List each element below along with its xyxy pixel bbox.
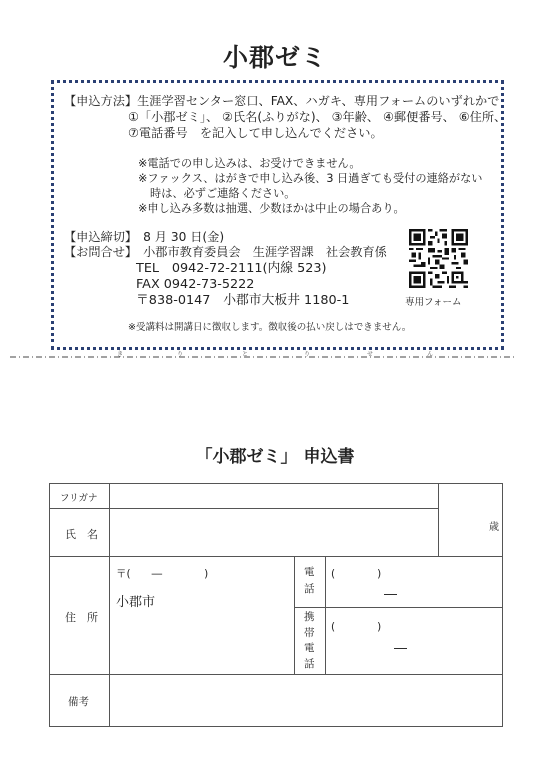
- phone-note: ※電話での申し込みは、お受けできません。: [138, 157, 361, 170]
- cut-line-char: と: [242, 351, 249, 358]
- mobile-input[interactable]: [327, 609, 501, 673]
- cut-line-char: り: [177, 351, 184, 358]
- address-input[interactable]: [111, 559, 293, 673]
- cut-line-char: き: [117, 351, 124, 358]
- contact-tel: TEL 0942-72-2111(内線 523): [136, 261, 327, 276]
- method-label: 【申込方法】: [64, 94, 138, 108]
- address-label: 住 所: [65, 611, 98, 624]
- furigana-label: フリガナ: [60, 493, 98, 504]
- remarks-input[interactable]: [111, 676, 501, 726]
- phone-label: 電話: [304, 566, 315, 595]
- form-title: 「小郡ゼミ」 申込書: [195, 447, 355, 467]
- contact-fax: FAX 0942-73-5222: [136, 277, 255, 292]
- contact-address: 〒838-0147 小郡市大板井 1180-1: [136, 293, 350, 308]
- cut-line-char: ん: [427, 351, 434, 358]
- method-line-2: ①「小郡ゼミ」、 ②氏名(ふりがな)、 ③年齢、 ④郵便番号、 ⑥住所、: [128, 110, 507, 124]
- mobile-dash: ―: [394, 641, 407, 656]
- mobile-label: 携帯電話: [304, 611, 315, 670]
- age-unit: 歳: [489, 522, 499, 533]
- contact-org: 小郡市教育委員会 生涯学習課 社会教育係: [143, 245, 387, 259]
- phone-template: ( ): [331, 568, 382, 580]
- mobile-template: ( ): [331, 621, 382, 633]
- phone-input[interactable]: [327, 559, 501, 606]
- deadline-label: 【申込締切】: [64, 230, 138, 244]
- qr-code-icon[interactable]: [409, 229, 468, 288]
- city-prefix: 小郡市: [116, 595, 156, 610]
- fax-note: ※ファックス、はがきで申し込み後、3 日過ぎても受付の連絡がない: [138, 172, 483, 185]
- name-label: 氏 名: [65, 528, 98, 541]
- application-info-box: [51, 80, 507, 350]
- deadline-value: 8 月 30 日(金): [143, 230, 225, 244]
- cut-line-char: り: [304, 351, 311, 358]
- fax-note-cont: 時は、必ずご連絡ください。: [150, 187, 296, 200]
- method-line-3: ⑦電話番号 を記入して申し込んでください。: [128, 126, 383, 140]
- furigana-input[interactable]: [111, 485, 437, 507]
- cut-line-char: せ: [367, 351, 374, 358]
- lottery-note: ※申し込み多数は抽選、少数ほかは中止の場合あり。: [138, 202, 405, 215]
- fee-note: ※受講料は開講日に徴収します。徴収後の払い戻しはできません。: [128, 322, 412, 333]
- contact-label: 【お問合せ】: [64, 245, 138, 259]
- remarks-label: 備考: [68, 696, 89, 708]
- age-input[interactable]: [440, 485, 480, 555]
- application-form: [49, 483, 503, 727]
- page-title: 小郡ゼミ: [222, 43, 327, 72]
- method-line-1: 生涯学習センター窓口、FAX、ハガキ、専用フォームのいずれかで: [137, 94, 500, 108]
- phone-dash: ―: [384, 587, 397, 602]
- qr-caption: 専用フォーム: [405, 297, 462, 308]
- name-input[interactable]: [111, 510, 437, 555]
- postal-code-template: 〒( ― ): [116, 568, 209, 580]
- cut-line-labels: [0, 349, 550, 361]
